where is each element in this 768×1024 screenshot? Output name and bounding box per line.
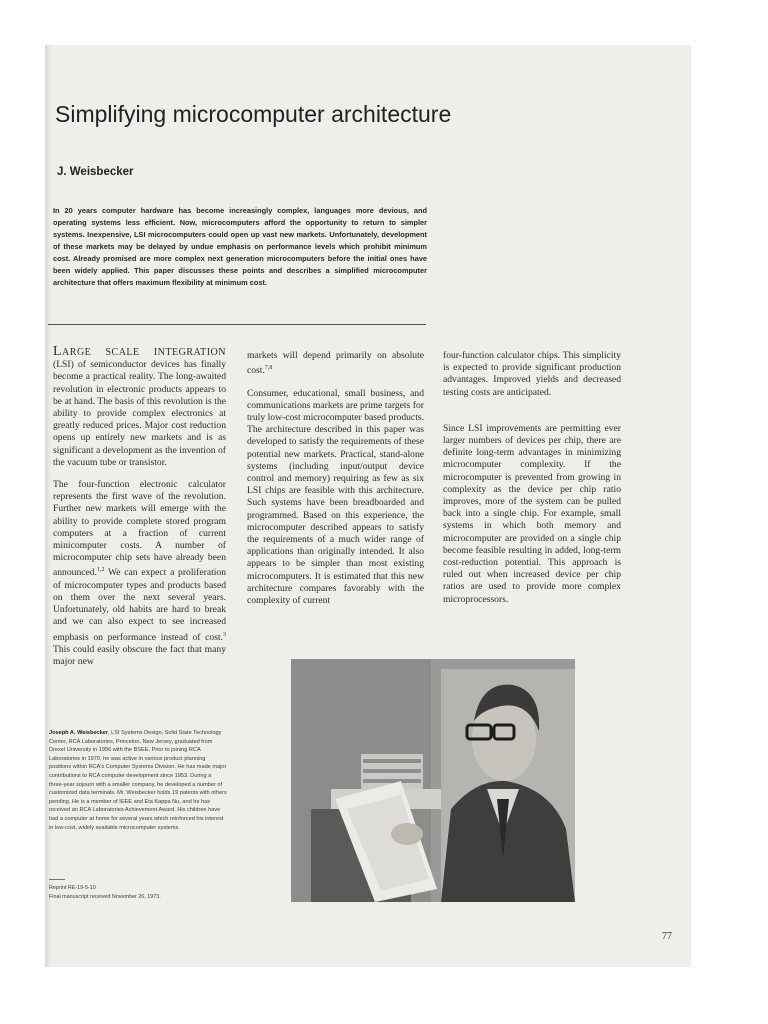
abstract-divider bbox=[48, 324, 426, 325]
col3-paragraph-1: four-function calculator chips. This simplicity is expected to provide significant production advantages. Improved yields and decreased testing costs are anticipated. bbox=[443, 350, 621, 398]
col2-paragraph-1 bbox=[247, 350, 424, 378]
col2-p1-text: markets will depend primarily on absolute cost. bbox=[247, 350, 424, 377]
col1-p2-text-b: We can expect a proliferation of microcomputer types and products based on them over the next several years. Unfortunately, old habits are hard to break and we can also expect to see increased emphasis on performance instead of cost. bbox=[53, 567, 226, 643]
body-column-3 bbox=[443, 350, 621, 616]
page-number: 77 bbox=[662, 931, 672, 942]
col2-paragraph-2: Consumer, educational, small business, and communications markets are prime targets for truly low-cost microcomputer based products. The architecture described in this paper was developed to satisfy the requirements of these potential new markets. Practical, stand-alone systems (including input/output device control and memory) requiring as few as six LSI chips are feasible with this architecture. Such systems have been breadboarded and programmed. Based on this experience, the microcomputer described appears to satisfy the requirements of a much wider range of applications than originally intended. It also appears to be simpler than most existing microcomputers. It is estimated that this new architecture compares favorably with the complexity of current bbox=[247, 387, 424, 607]
col1-p1-text: (LSI) of semiconductor devices has finally become a practical reality. The long-awaited revolution in electronic products appears to be at hand. The basis of this revolution is the ability to provide complex electronics at greatly reduced prices. Major cost reduction opens up entirely new markets and is as significant a development as the invention of the vacuum tube or transistor. bbox=[53, 359, 226, 468]
body-column-1 bbox=[53, 346, 226, 678]
article-abstract: In 20 years computer hardware has become increasingly complex, languages more devious, and operating systems less efficient. Now, microcomputers afford the opportunity to return to simpler systems. Inexpensive, LSI microcomputers could open up vast new markets. Unfortunately, development of these markets may be delayed by undue emphasis on performance levels which prohibit minimum cost. Already promised are more complex next generation microcomputers before the initial ones have been widely applied. This paper discusses these points and describes a simplified microcomputer architecture that offers maximum flexibility at minimum cost. bbox=[53, 206, 427, 287]
author-photo bbox=[291, 659, 575, 902]
author-photo-illustration bbox=[291, 659, 575, 902]
bio-name: Joseph A. Weisbecker bbox=[49, 730, 109, 736]
col1-p2-text-c: This could easily obscure the fact that many major new bbox=[53, 644, 226, 668]
col1-p2-text-a: The four-function electronic calculator represents the first wave of the revolution. Further new markets will emerge with the ability to provide complete stored program computers at a fraction of current minicomputer costs. A number of microcomputer chip sets have already been announced. bbox=[53, 479, 226, 579]
reprint-info bbox=[49, 884, 239, 901]
reference-mark: 1,2 bbox=[96, 567, 105, 574]
article-title: Simplifying microcomputer architecture bbox=[55, 101, 452, 127]
col1-paragraph-1 bbox=[53, 346, 226, 469]
bio-divider bbox=[49, 879, 65, 880]
reference-mark: 3 bbox=[223, 631, 226, 638]
lead-in-words: Large scale integration bbox=[53, 344, 226, 359]
body-column-2 bbox=[247, 350, 424, 617]
col3-paragraph-2: Since LSI improvements are permitting ever larger numbers of devices per chip, there are definite long-term advantages in minimizing microcomputer complexity. If the microcomputer is prevented from growing in complexity as the device per chip ratio improves, more of the system can be pulled back into a single chip. For example, small systems in which both memory and microcomputer are provided on a single chip become feasible resulting in added, long-term cost-reduction potential. This approach is ruled out when increased device per chip ratios are used to provide more complex microprocessors. bbox=[443, 422, 621, 605]
reprint-number: Reprint RE-19-5-10 bbox=[49, 885, 96, 891]
reference-mark: 7,8 bbox=[264, 365, 273, 372]
author-biography bbox=[49, 729, 227, 832]
bio-text: , LSI Systems Design, Solid State Technology Center, RCA Laboratories, Princeton, New Jersey, graduated from Drexel University in 1956 with the BSEE. Prior to joining RCA Laboratories in 1970, he was active in various product planning positions within RCA's Computer Systems Division. He has made major contributions to RCA computer development since 1953. During a three-year sojourn with a smaller company, he developed a number of customized data terminals. Mr. Weisbecker holds 19 patents with others pending. He is a member of IEEE and Eta Kappa Nu, and he has received an RCA Laboratories Achievement Award. His children have had a computer at home for several years which reinforced his interest in low-cost, widely available microcomputer systems. bbox=[49, 730, 227, 831]
article-author: J. Weisbecker bbox=[57, 166, 134, 178]
manuscript-date: Final manuscript received November 26, 1973. bbox=[49, 893, 161, 900]
col1-paragraph-2 bbox=[53, 479, 226, 668]
